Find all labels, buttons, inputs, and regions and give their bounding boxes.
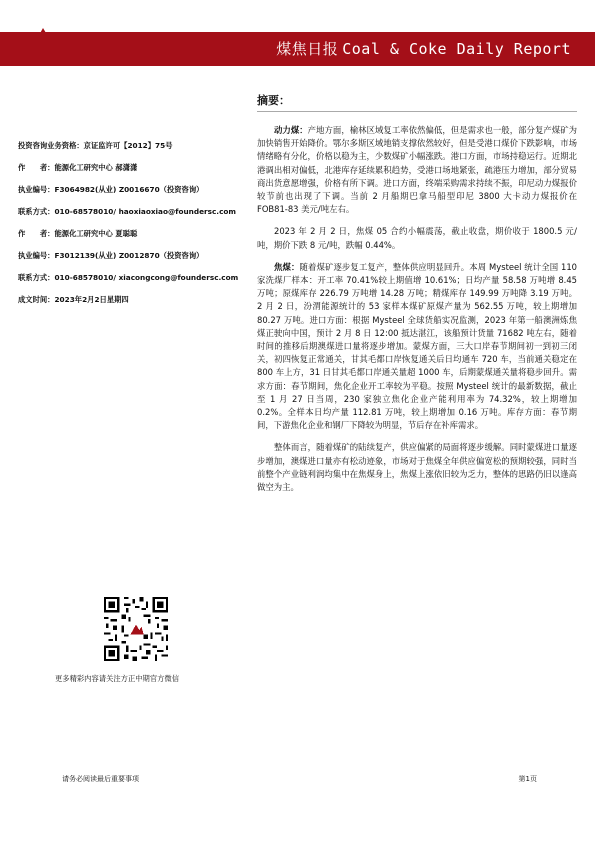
meta-row [18, 272, 248, 283]
meta-label: 投资咨询业务资格： [18, 141, 84, 150]
abstract-section [257, 92, 577, 503]
abstract-paragraph [257, 124, 577, 216]
paragraph-text: 随着煤矿逐步复工复产，整体供应明显回升。本周 Mysteel 统计全国 110 家洗煤厂样本：开工率 70.41%较上期值增 10.61%；日均产量 58.58 万吨增 8.45 万吨；原煤库存 226.79 万吨增 14.28 万吨；精煤库存 149.99 万吨降 3.19 万吨。2 月 2 日，汾渭能源统计的 53 家样本煤矿原煤产量为 562.55 万吨，较上期增加 80.27 万吨。进口方面：根据 Mysteel 全球货船实况监测，2023 年第一船澳洲炼焦煤正驶向中国，预计 2 月 8 日 12:00 抵达湛江，该船预计货量 71682 吨左右，随着时间的推移后期澳煤进口量将逐步增加。蒙煤方面，三大口岸春节期间初一到初三闭关，初四恢复正常通关，甘其毛都口岸恢复通关后日均通车 720 车，当前通关稳定在 800 车上方，31 日甘其毛都口岸通关量超 1000 车，后期蒙煤通关量将稳步回升。需求方面：春节期间，焦化企业开工率较为平稳。按照 Mysteel 统计的最新数据，截止至 1 月 27 日当周，230 家独立焦化企业产能利用率为 74.32%，较上期增加 0.2%。全样本日均产量 112.81 万吨，较上期增加 0.16 万吨。库存方面：春节期间，下游焦化企业和钢厂下降较为明显，节后存在补库需求。 [257, 261, 578, 431]
meta-row [18, 294, 248, 305]
paragraph-text: 产地方面，榆林区域复工率依然偏低，但是需求也一般，部分复产煤矿为加快销售开始降价。鄂尔多斯区域地销支撑依然较好，但是受港口煤价下跌影响，市场情绪略有分化，价格以稳为主，少数煤矿小幅涨跌。港口方面，市场持稳运行。近期北港调出相对偏低，北港库存延续累积趋势，受港口场地紧张，疏港压力增加，部分贸易商出货意愿增强，价格有所下调。进口方面，终端采购需求持续不振，印尼动力煤报价较节前也出现了下调。当前 2 月船期巴拿马船型印尼 3800 大卡动力煤报价在 FOB81-83 美元/吨左右。 [257, 125, 577, 215]
report-banner [0, 32, 595, 66]
meta-value: F3064982(从业) Z0016670（投资咨询） [54, 185, 204, 194]
meta-label: 作 者： [18, 229, 55, 238]
meta-value: 能源化工研究中心 郝潇潇 [54, 163, 138, 172]
meta-row [18, 162, 248, 173]
abstract-paragraph [257, 441, 577, 494]
meta-value: 010-68578010/ xiacongcong@foundersc.com [54, 273, 239, 282]
meta-row [18, 206, 248, 217]
meta-label: 执业编号： [18, 251, 55, 260]
abstract-paragraph [257, 261, 577, 433]
footer-disclaimer: 请务必阅读最后重要事项 [62, 775, 139, 783]
paragraph-lead: 焦煤： [274, 261, 300, 272]
meta-label: 联系方式： [18, 273, 55, 282]
meta-row [18, 228, 248, 239]
wechat-qr-code-icon [104, 597, 168, 661]
abstract-divider [257, 111, 577, 112]
abstract-title: 摘要： [257, 94, 290, 107]
abstract-paragraph [257, 225, 577, 251]
meta-label: 成文时间： [18, 295, 55, 304]
meta-label: 执业编号： [18, 185, 55, 194]
report-title-en: Coal & Coke Daily Report [342, 40, 571, 58]
author-info [18, 140, 248, 316]
meta-value: 010-68578010/ haoxiaoxiao@foundersc.com [54, 207, 237, 216]
meta-label: 作 者： [18, 163, 55, 172]
meta-value: 京证监许可【2012】75号 [83, 141, 173, 150]
meta-row [18, 184, 248, 195]
meta-row [18, 250, 248, 261]
paragraph-text: 2023 年 2 月 2 日，焦煤 05 合约小幅震荡，截止收盘，期价收于 1800.5 元/吨，期价下跌 8 元/吨，跌幅 0.44%。 [257, 226, 577, 250]
paragraph-text: 整体而言，随着煤矿的陆续复产，供应偏紧的局面将逐步缓解。同时蒙煤进口量逐步增加，澳煤进口量亦有松动迹象，市场对于焦煤全年供应偏宽松的预期较强，同时当前整个产业链利润均集中在焦煤身上，焦煤上涨依旧较为乏力，整体的思路仍旧以逢高做空为主。 [257, 442, 577, 493]
meta-value: 能源化工研究中心 夏聪聪 [54, 229, 138, 238]
report-title-cn: 煤焦日报 [276, 40, 339, 58]
meta-value: 2023年2月2日星期四 [54, 295, 129, 304]
meta-value: F3012139(从业) Z0012870（投资咨询） [54, 251, 204, 260]
meta-label: 联系方式： [18, 207, 55, 216]
meta-row [18, 140, 248, 151]
paragraph-lead: 动力煤： [274, 125, 308, 135]
page-number: 第1页 [518, 775, 537, 783]
report-title [276, 38, 571, 59]
qr-caption: 更多精彩内容请关注方正中期官方微信 [55, 674, 180, 683]
